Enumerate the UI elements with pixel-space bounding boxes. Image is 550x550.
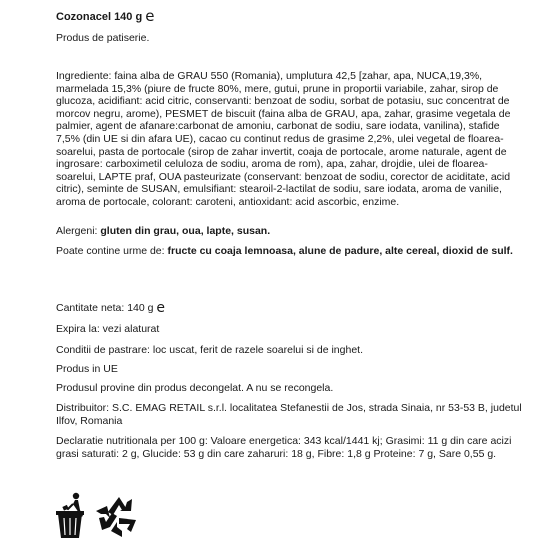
allergens-value: gluten din grau, oua, lapte, susan.	[100, 225, 271, 237]
allergens-line	[56, 225, 526, 238]
expiry-line: Expira la: vezi alaturat	[56, 323, 160, 335]
frozen-note-line: Produsul provine din produs decongelat. A nu se recongela.	[56, 382, 334, 394]
allergens-label: Alergeni:	[56, 225, 101, 237]
nutrition-paragraph: Declaratie nutritionala per 100 g: Valoare energetica: 343 kcal/1441 kj; Grasimi: 11 g din care acizi grasi saturati: 2 g, Glucide: 53 g din care zaharuri: 18 g, Fibre: 1,8 g Proteine: 7 g, Sare 0,55 g.	[56, 435, 512, 460]
disposal-icons	[56, 490, 146, 542]
estimated-sign-mark: e	[145, 7, 155, 25]
product-title	[56, 7, 155, 25]
net-quantity-line	[56, 302, 526, 315]
product-category: Produs de patiserie.	[56, 32, 150, 44]
ingredients-paragraph: Ingrediente: faina alba de GRAU 550 (Romania), umplutura 42,5 [zahar, apa, NUCA,19,3%, marmelada 15,3% (piure de fructe 80%, mere, gutui, prune in proportii variabile, zahar, sirop de glucoza, acidifiant: acid citric, conservanti: benzoat de sodiu, sorbat de potasiu, suc concentrat de morcov negru, arome), PESMET de biscuit (faina alba de GRAU, apa, zahar, grasime vegetala de palmier, agent de afanare:carbonat de amoniu, carbonat de sodiu, sare iodata, vanilina), stafide 7,5% (din UE si din afara UE), cacao cu continut redus de grasime 2,2%, ulei vegetal de floarea-soarelui, pasta de portocale (sirop de zahar invertit, coaja de portocale, arome naturale, agent de ingrosare: carboximetil celuloza de sodiu, aroma de rom), apa, zahar, drojdie, ulei de floarea-soarelui, LAPTE praf, OUA pasteurizate (conservant: benzoat de sodiu, corector de aciditate, acid citric), seminte de SUSAN, emulsifiant: stearoil-2-lactilat de sodiu, sare iodata, aroma de vanilie, aroma de portocale, colorant: caroteni, antioxidant: acid ascorbic, enzime.	[56, 70, 511, 208]
tidyman-disposal-icon	[56, 492, 92, 540]
traces-value: fructe cu coaja lemnoasa, alune de padure, alte cereal, dioxid de sulf.	[167, 245, 513, 257]
product-title-text: Cozonacel 140 g	[56, 11, 143, 23]
distributor-paragraph: Distribuitor: S.C. EMAG RETAIL s.r.l. localitatea Stefanestii de Jos, strada Sinaia, nr 53-53 B, judetul Ilfov, Romania	[56, 402, 522, 427]
traces-label: Poate contine urme de:	[56, 245, 168, 257]
traces-line	[56, 245, 526, 258]
storage-line: Conditii de pastrare: loc uscat, ferit de razele soarelui si de inghet.	[56, 344, 363, 356]
net-quantity-text: Cantitate neta: 140 g	[56, 302, 154, 314]
origin-line: Produs in UE	[56, 363, 118, 375]
estimated-sign-mark-small: e	[156, 300, 166, 316]
recycle-icon	[96, 494, 142, 540]
